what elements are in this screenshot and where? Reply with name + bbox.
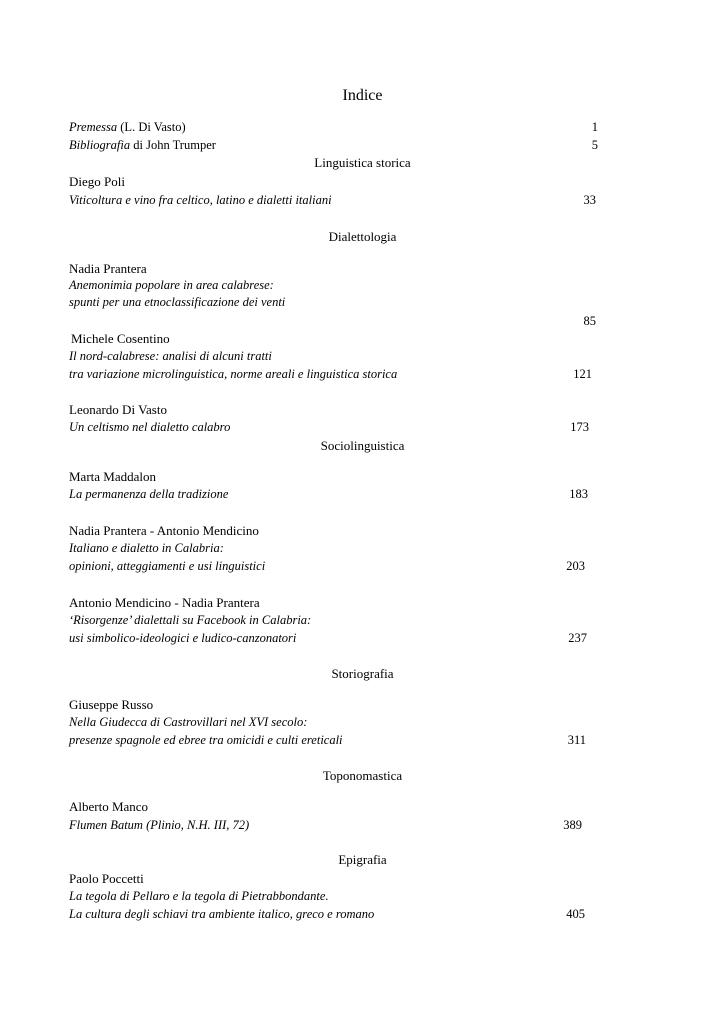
entry-title: La cultura degli schiavi tra ambiente italico, greco e romano: [69, 907, 375, 921]
entry-author: Leonardo Di Vasto: [69, 402, 167, 417]
section-heading: Sociolinguistica: [320, 438, 405, 453]
entry-author: Paolo Poccetti: [69, 871, 144, 886]
page-number: 33: [583, 193, 596, 207]
entry-title: opinioni, atteggiamenti e usi linguistici: [69, 559, 266, 573]
entry-title: Bibliografia: [69, 138, 131, 152]
page-number: 173: [570, 420, 589, 434]
section-heading: Dialettologia: [328, 229, 397, 244]
section-heading: Storiografia: [331, 666, 394, 681]
section-heading: Epigrafia: [338, 852, 387, 867]
entry-title: Flumen Batum (Plinio, N.H. III, 72): [69, 818, 250, 832]
section-heading: Linguistica storica: [314, 155, 411, 170]
toc-entry-bibliografia: [69, 139, 216, 152]
entry-author: Giuseppe Russo: [69, 697, 154, 712]
entry-title: Anemonimia popolare in area calabrese:: [69, 278, 274, 292]
page-number: 121: [573, 367, 592, 381]
entry-title: La tegola di Pellaro e la tegola di Pietrabbondante.: [69, 889, 329, 903]
page-number: 85: [583, 314, 596, 328]
entry-title: Premessa: [69, 120, 118, 134]
entry-title: Nella Giudecca di Castrovillari nel XVI secolo:: [69, 715, 308, 729]
page-number: 389: [563, 818, 582, 832]
page-number: 5: [591, 138, 598, 152]
page-number: 1: [591, 120, 598, 134]
entry-title: usi simbolico-ideologici e ludico-canzonatori: [69, 631, 297, 645]
entry-author: Antonio Mendicino - Nadia Prantera: [69, 595, 260, 610]
entry-author: Nadia Prantera - Antonio Mendicino: [69, 523, 259, 538]
page-number: 311: [567, 733, 586, 747]
page-number: 203: [566, 559, 585, 573]
page-number: 237: [568, 631, 587, 645]
entry-title: presenze spagnole ed ebree tra omicidi e culti ereticali: [69, 733, 343, 747]
entry-title: Italiano e dialetto in Calabria:: [69, 541, 224, 555]
entry-author: Alberto Manco: [69, 799, 149, 814]
entry-author: Diego Poli: [69, 174, 125, 189]
entry-author: (L. Di Vasto): [117, 120, 186, 134]
entry-title: tra variazione microlinguistica, norme areali e linguistica storica: [69, 367, 398, 381]
entry-author: Nadia Prantera: [69, 261, 147, 276]
entry-author: Marta Maddalon: [69, 469, 157, 484]
entry-title: Il nord-calabrese: analisi di alcuni tratti: [69, 349, 272, 363]
toc-entry-premessa: [69, 121, 186, 134]
entry-author: Michele Cosentino: [71, 331, 170, 346]
page-number: 405: [566, 907, 585, 921]
entry-author: di John Trumper: [130, 138, 216, 152]
section-heading: Toponomastica: [322, 768, 403, 783]
page-number: 183: [569, 487, 588, 501]
page-title: Indice: [342, 87, 383, 104]
entry-title: spunti per una etnoclassificazione dei venti: [69, 295, 286, 309]
entry-title: ‘Risorgenze’ dialettali su Facebook in Calabria:: [69, 613, 312, 627]
entry-title: Viticoltura e vino fra celtico, latino e dialetti italiani: [69, 193, 332, 207]
entry-title: Un celtismo nel dialetto calabro: [69, 420, 231, 434]
entry-title: La permanenza della tradizione: [69, 487, 229, 501]
